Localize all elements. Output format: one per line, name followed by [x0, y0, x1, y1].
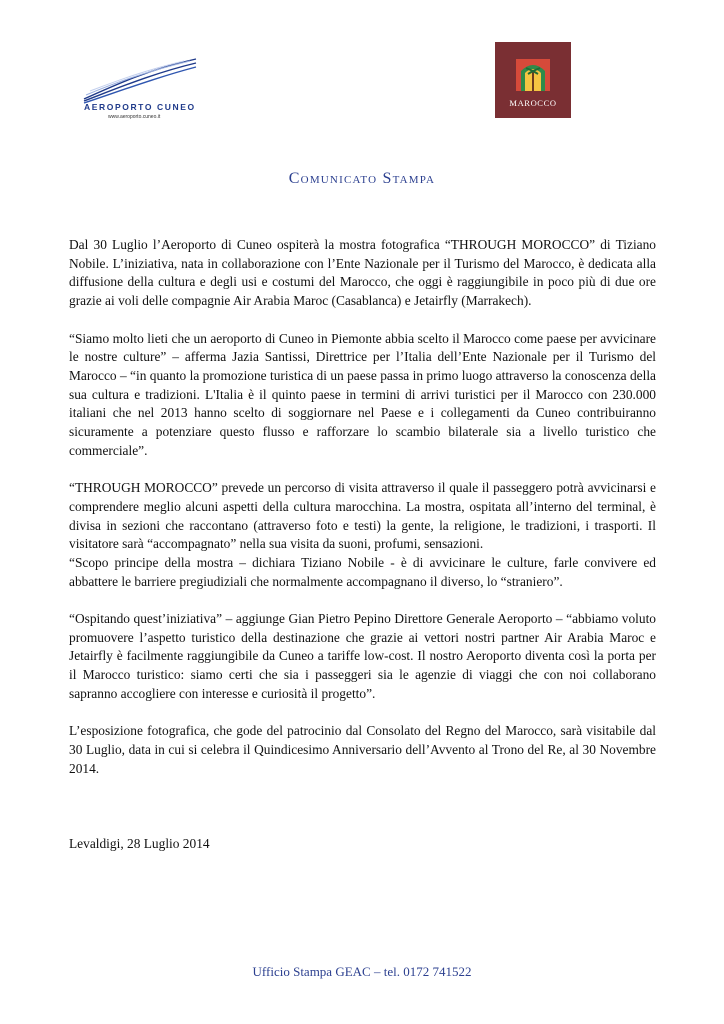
marocco-logo — [495, 42, 571, 118]
cuneo-logo-url: www.aeroporto.cuneo.it — [108, 114, 161, 120]
press-release-body — [69, 236, 656, 797]
paragraph: “Siamo molto lieti che un aeroporto di Cuneo in Piemonte abbia scelto il Marocco come paese per avvicinare le nostre culture” – afferma Jazia Santissi, Direttrice per l’Italia dell’Ente Nazionale per il Turismo del Marocco – “in quanto la promozione turistica di un paese passa in primo luogo attraverso la conoscenza della sua cultura e tradizioni. L'Italia è il quinto paese in termini di arrivi turistici per il Marocco con 230.000 italiani che nel 2013 hanno scelto di soggiornare nel Paese e i collegamenti da Cuneo contribuiranno sicuramente a potenziare questo flusso e rafforzare lo scambio bilaterale sia a livello turistico che commerciale”. — [69, 330, 656, 458]
wing-swoosh-icon — [80, 55, 200, 105]
footer-contact: Ufficio Stampa GEAC – tel. 0172 741522 — [252, 964, 472, 979]
marocco-logo-name: MAROCCO — [509, 98, 557, 108]
paragraph: “Ospitando quest’iniziativa” – aggiunge Gian Pietro Pepino Direttore Generale Aeroporto – “abbiamo voluto promuovere l’aspetto turistico della destinazione che grazie ai vettori nostri partner Air Arabia Maroc e Jetairfly è facilmente raggiungibile da Cuneo a tariffe low-cost. Il nostro Aeroporto diventa così la porta per il Marocco turistico: siamo certi che sia i passeggeri sia le agenzie di viaggi che con noi collaborano sapranno accogliere con interesse e curiosità il progetto”. — [69, 611, 656, 701]
aeroporto-cuneo-logo — [80, 55, 200, 125]
paragraph: L’esposizione fotografica, che gode del patrocinio dal Consolato del Regno del Marocco, sarà visitabile dal 30 Luglio, data in cui si celebra il Quindicesimo Anniversario dell’Avvento al Trono del Re, al 30 Novembre 2014. — [69, 723, 656, 776]
place-date-signature: Levaldigi, 28 Luglio 2014 — [69, 836, 210, 851]
cuneo-logo-name: AEROPORTO CUNEO — [84, 102, 196, 112]
paragraph: “Scopo principe della mostra – dichiara Tiziano Nobile - è di avvicinare le culture, farle convivere ed abbattere le barriere pregiudiziali che normalmente accompagnano il diverso, lo “straniero”. — [69, 554, 656, 589]
page-title: Comunicato Stampa — [288, 170, 436, 187]
paragraph: Dal 30 Luglio l’Aeroporto di Cuneo ospiterà la mostra fotografica “THROUGH MOROCCO” di Tiziano Nobile. L’iniziativa, nata in collaborazione con l’Ente Nazionale per il Turismo del Marocco, è dedicata alla diffusione della cultura e degli usi e costumi del Marocco, che oggi è raggiungibile in poco più di due ore grazie ai voli delle compagnie Air Arabia Maroc (Casablanca) e Jetairfly (Marrakech). — [69, 237, 656, 309]
palm-arch-emblem-icon — [514, 53, 552, 93]
paragraph: “THROUGH MOROCCO” prevede un percorso di visita attraverso il quale il passeggero potrà avvicinarsi e comprendere meglio alcuni aspetti della cultura marocchina. La mostra, ospitata all’interno del terminal, è divisa in sezioni che raccontano (attraverso foto e testi) la gente, la religione, le tradizioni, i trasporti. Il visitatore sarà “accompagnato” nella sua visita da suoni, profumi, sensazioni. — [69, 480, 656, 552]
